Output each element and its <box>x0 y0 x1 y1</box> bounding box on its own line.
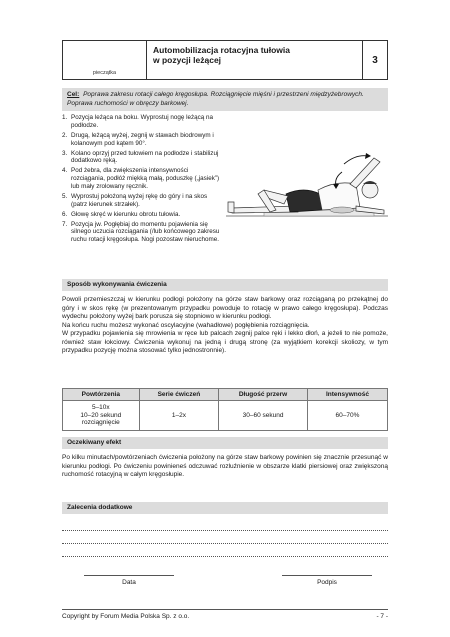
footer <box>62 609 388 620</box>
intensity-cell: 60–70% <box>307 401 387 431</box>
notes-line[interactable] <box>62 530 388 531</box>
signature-line[interactable] <box>282 575 372 576</box>
pause-cell: 30–60 sekund <box>219 401 308 431</box>
exercise-illustration <box>224 150 390 228</box>
effect-heading: Oczekiwany efekt <box>62 437 388 449</box>
goal-box <box>62 88 388 111</box>
header-box <box>62 40 388 80</box>
list-item: 7. Pozycja jw. Pogłębiaj do momentu pojawienia się silnego uczucia rozciągania (/lub końcowego zakresu ruchu rotacji kręgosłupa. Nogi pozostaw nieruchome. <box>62 220 220 244</box>
page-number: - 7 - <box>376 613 388 620</box>
date-line[interactable] <box>84 575 174 576</box>
date-label: Data <box>122 579 136 586</box>
notes-line[interactable] <box>62 556 388 557</box>
list-item: 1. Pozycja leżąca na boku. Wyprostuj nogę leżącą na podłodze. <box>62 114 214 129</box>
list-item: 4. Pod żebra, dla zwiększenia intensywności rozciągania, podłóż miękką małą, poduszkę („jasiek”) lub mały zrolowany ręcznik. <box>62 167 220 190</box>
list-item: 6. Głowę skręć w kierunku obrotu tułowia. <box>62 210 181 218</box>
steps-list <box>62 114 220 246</box>
column-header: Serie ćwiczeń <box>139 389 219 401</box>
notes-line[interactable] <box>62 543 388 544</box>
list-item: 5. Wyprostuj położoną wyżej rękę do góry i na skos (patrz kierunek strzałek). <box>62 192 208 208</box>
column-header: Intensywność <box>307 389 387 401</box>
column-header: Długość przerw <box>219 389 308 401</box>
signature-label: Podpis <box>317 579 337 586</box>
list-item: 3. Kolano oprzyj przed tułowiem na podłodze i stabilizuj dodatkowo ręką. <box>62 149 219 165</box>
goal-label: Cel: <box>67 91 80 98</box>
exercise-title: Automobilizacja rotacyjna tułowia w pozycji leżącej <box>147 41 363 79</box>
column-header: Powtórzenia <box>63 389 140 401</box>
effect-text: Po kilku minutach/powtórzeniach ćwiczenia położony na górze staw barkowy powinien się znacznie przesunąć w kierunku podłogi. Po ćwiczeniu powinieneś odczuwać rozluźnienie w obszarze klatki piersiowej oraz zwiększoną ruchomość rotacyjną w całym kręgosłupie. <box>62 454 388 478</box>
copyright: Copyright by Forum Media Polska Sp. z o.o. <box>62 613 190 620</box>
method-heading: Sposób wykonywania ćwiczenia <box>62 279 388 291</box>
parameters-table <box>62 388 388 431</box>
goal-text: Poprawa zakresu rotacji całego kręgosłupa. Rozciągnięcie mięśni i przestrzeni międzyżebrowych. Poprawa ruchomości w obręczy barkowej. <box>67 91 364 107</box>
table-row <box>63 401 388 431</box>
exercise-number: 3 <box>372 54 378 66</box>
series-cell: 1–2x <box>139 401 219 431</box>
recommendations-heading: Zalecenia dodatkowe <box>62 502 388 514</box>
stamp-label: pieczątka <box>92 70 117 76</box>
stamp-cell <box>63 41 147 79</box>
method-text: Powoli przemieszczaj w kierunku podłogi położony na górze staw barkowy oraz rozciąganą po przekątnej do góry i w skos rękę (w prezentowanym przypadku powoduje to rotację w prawo całego kręgosłupa). Podczas wydechu położony wyżej bark porusza się stopniowo w kierunku podłogi. Na końcu ruchu możesz wykonać oscylacyjne (wahadłowe) pogłębienia rozciągnięcia. W przypadku pojawienia się mrowienia w ręce lub palcach zegnij palce ręki i lekko dłoń, a jeżeli to nie pomoże, również staw łokciowy. Ćwiczenia wykonuj na jedną i drugą stronę (za wyjątkiem korekcji skoliozy, w tym przypadku pozycję można stosować tylko jednostronnie). <box>62 296 388 354</box>
reps-cell: 5–10x 10–20 sekund rozciągnięcie <box>63 401 140 431</box>
list-item: 2. Drugą, leżącą wyżej, zegnij w stawach biodrowym i kolanowym pod kątem 90°. <box>62 131 214 147</box>
